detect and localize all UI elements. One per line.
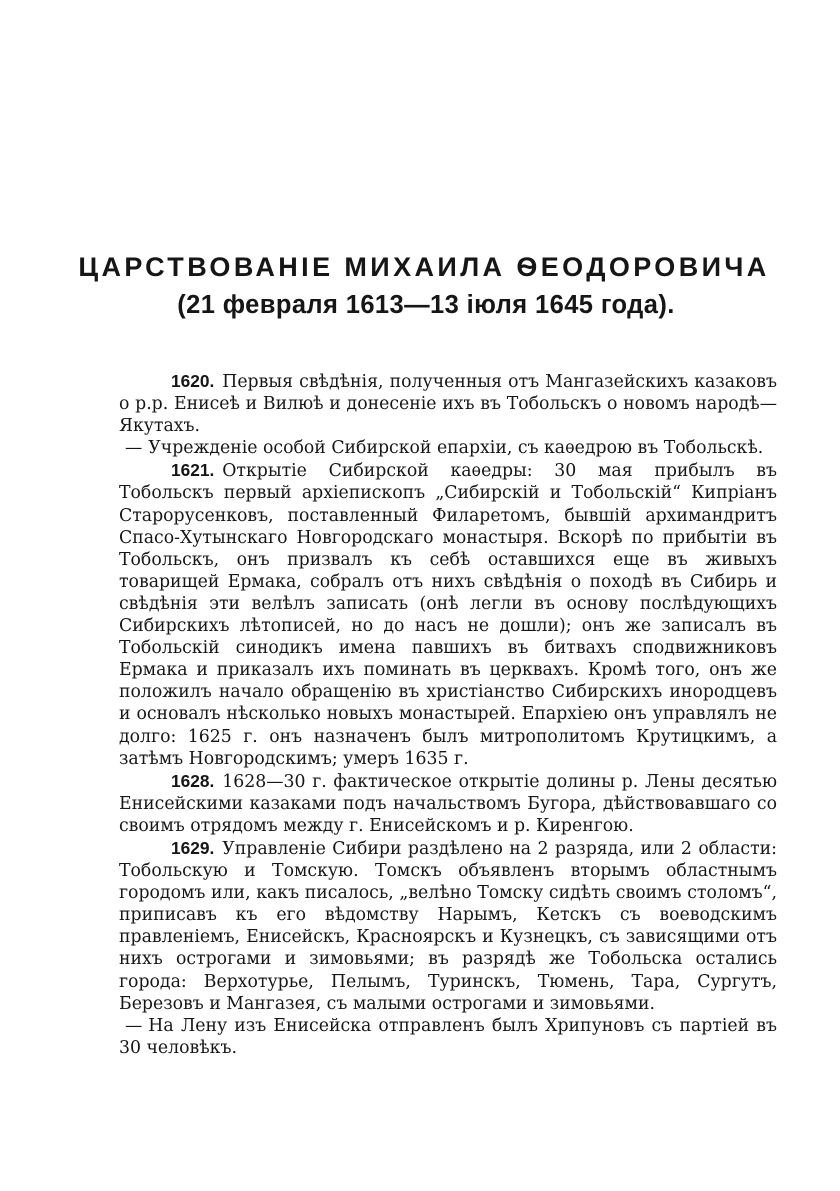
- entry-text: Учрежденіе особой Сибирской епархіи, съ каѳедрою въ Тобольскѣ.: [148, 438, 764, 459]
- entry-1621: [119, 459, 777, 769]
- entry-year: 1628.: [171, 770, 215, 791]
- chronicle-body: [119, 370, 777, 1059]
- entry-text: Открытіе Сибирской каѳедры: 30 мая прибылъ въ Тобольскъ первый архіепископъ „Сибирскій и Тобольскій“ Кипріанъ Старорусенковъ, поставленный Филаретомъ, бывшій архимандритъ Спасо-Хутынскаго Новгородскаго монастыря. Вскорѣ по прибытіи въ Тобольскъ, онъ призвалъ къ себѣ оставшихся еще въ живыхъ товарищей Ермака, собралъ отъ нихъ свѣдѣнія о походѣ въ Сибирь и свѣдѣнія эти велѣлъ записать (онѣ легли въ основу послѣдующихъ Сибирскихъ лѣтописей, но до насъ не дошли); онъ же записалъ въ Тобольскій синодикъ имена павшихъ въ битвахъ сподвижниковъ Ермака и приказалъ ихъ поминать въ церквахъ. Кромѣ того, онъ же положилъ начало обращенію въ христіанство Сибирскихъ инородцевъ и основалъ нѣсколько новыхъ монастырей. Епархіею онъ управлялъ не долго: 1625 г. онъ назначенъ былъ митрополитомъ Крутицкимъ, а затѣмъ Новгородскимъ; умеръ 1635 г.: [119, 461, 777, 769]
- entry-1628: [119, 770, 777, 837]
- entry-dash-marker: —: [125, 438, 143, 459]
- entry-text: Управленіе Сибири раздѣлено на 2 разряда, или 2 области: Тобольскую и Томскую. Томскъ объявленъ вторымъ областнымъ городомъ или, какъ писалось, „велѣно Томску сидѣть своимъ столомъ“, приписавъ къ его вѣдомству Нарымъ, Кетскъ съ воеводскимъ правленіемъ, Енисейскъ, Красноярскъ и Кузнецкъ, съ зависящими отъ нихъ острогами и зимовьями; въ разрядѣ же Тобольска остались города: Верхотурье, Пелымъ, Туринскъ, Тюмень, Тара, Сургутъ, Березовъ и Мангазея, съ малыми острогами и зимовьями.: [119, 838, 777, 1014]
- entry-text: 1628—30 г. фактическое открытіе долины р. Лены десятью Енисейскими казаками подъ начальствомъ Бугора, дѣйствовавшаго со своимъ отрядомъ между г. Енисейскомъ и р. Киренгою.: [119, 771, 777, 836]
- entry-1629: [119, 837, 777, 1015]
- entry-year: 1629.: [171, 837, 215, 858]
- entry-year: 1621.: [171, 460, 215, 481]
- entry-1620: [119, 370, 777, 437]
- page-subtitle: (21 февраля 1613—13 іюля 1645 года).: [177, 291, 675, 319]
- entry-1629-lena: [119, 1015, 777, 1059]
- page-title: ЦАРСТВОВАНІЕ МИХАИЛА ѲЕОДОРОВИЧА: [78, 252, 770, 282]
- entry-1620-eparchy: [119, 437, 777, 459]
- entry-text: На Лену изъ Енисейска отправленъ былъ Хрипуновъ съ партіей въ 30 человѣкъ.: [119, 1015, 777, 1058]
- entry-text: Первыя свѣдѣнія, полученныя отъ Мангазейскихъ казаковъ о р.р. Енисеѣ и Вилюѣ и донесеніе ихъ въ Тобольскъ о новомъ народѣ—Якутахъ.: [119, 372, 777, 437]
- entry-dash-marker: —: [125, 1015, 143, 1036]
- entry-year: 1620.: [171, 371, 215, 391]
